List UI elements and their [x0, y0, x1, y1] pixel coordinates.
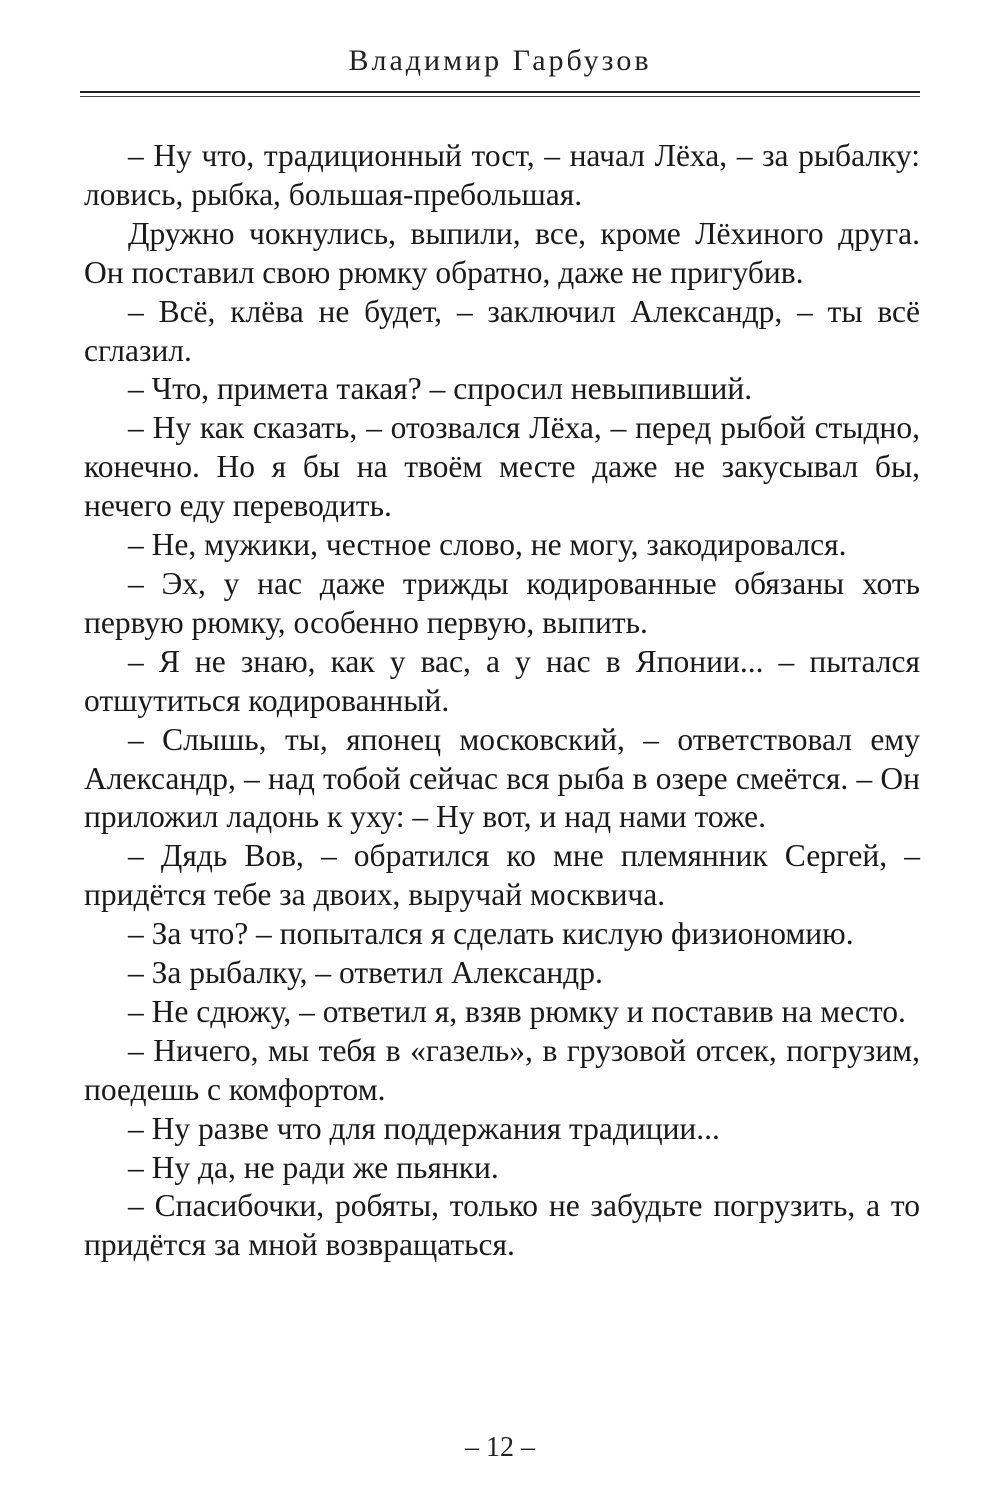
running-head-author: Владимир Гарбузов: [348, 44, 652, 77]
body-text: [84, 137, 920, 1265]
paragraph: – За рыбалку, – ответил Александр.: [128, 955, 603, 991]
header-rule-thin: [80, 96, 920, 97]
paragraph: – Спасибочки, робяты, только не забудьте погрузить, а то придётся за мной возвращаться.: [84, 1188, 920, 1263]
paragraph: Дружно чокнулись, выпили, все, кроме Лёхиного друга. Он поставил свою рюмку обратно, даже не пригубив.: [84, 215, 920, 290]
paragraph: – Что, примета такая? – спросил невыпивший.: [128, 371, 753, 407]
paragraph: – За что? – попытался я сделать кислую физиономию.: [128, 916, 854, 952]
paragraph: – Ну как сказать, – отозвался Лёха, – перед рыбой стыдно, конечно. Но я бы на твоём месте даже не закусывал бы, нечего еду переводить.: [84, 410, 920, 524]
header-rule-thick: [80, 91, 920, 93]
paragraph: – Ничего, мы тебя в «газель», в грузовой отсек, погрузим, поедешь с комфортом.: [84, 1032, 920, 1107]
page-number: – 12 –: [465, 1432, 535, 1463]
paragraph: – Я не знаю, как у вас, а у нас в Японии... – пытался отшутиться кодированный.: [84, 643, 920, 718]
paragraph: – Дядь Вов, – обратился ко мне племянник Сергей, – придётся тебе за двоих, выручай москвича.: [84, 838, 920, 913]
paragraph: – Ну да, не ради же пьянки.: [128, 1149, 499, 1185]
paragraph: – Слышь, ты, японец московский, – ответствовал ему Александр, – над тобой сейчас вся рыба в озере смеётся. – Он приложил ладонь к уху: – Ну вот, и над нами тоже.: [84, 721, 920, 835]
paragraph: – Всё, клёва не будет, – заключил Александр, – ты всё сглазил.: [84, 293, 920, 368]
paragraph: – Ну разве что для поддержания традиции...: [128, 1110, 720, 1146]
paragraph: – Эх, у нас даже трижды кодированные обязаны хоть первую рюмку, особенно первую, выпить.: [84, 565, 920, 640]
paragraph: – Не сдюжу, – ответил я, взяв рюмку и поставив на место.: [128, 993, 906, 1029]
paragraph: – Не, мужики, честное слово, не могу, закодировался.: [128, 527, 847, 563]
paragraph: – Ну что, традиционный тост, – начал Лёха, – за рыбалку: ловись, рыбка, большая-пребольшая.: [84, 138, 920, 212]
